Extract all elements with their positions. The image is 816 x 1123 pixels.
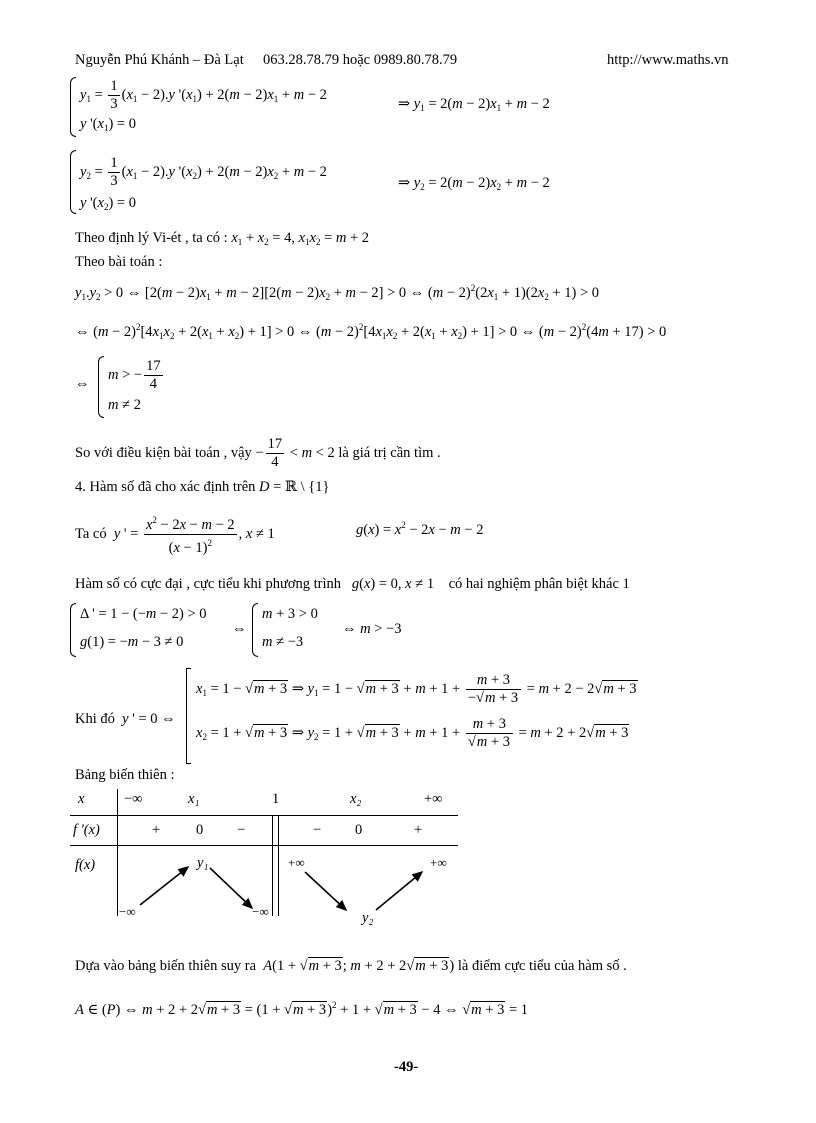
- equation: Δ ' = 1 − (−m − 2) > 0: [80, 606, 207, 622]
- table-f-value: y₂: [362, 910, 374, 926]
- header-url[interactable]: http://www.maths.vn: [607, 52, 729, 68]
- equation: $y_1$ = $\frac{1}{3}$ $(x_1 - 2).y$ '$(x_1) + 2(m - 2)x_1 + m - 2$: [80, 78, 327, 112]
- vieta-line: Theo định lý Vi-ét , ta có : $x_1 + x_2 = 4$, $x_1x_2 = m + 2$: [75, 230, 370, 247]
- arrow-up: [140, 867, 188, 905]
- page-number: -49-: [394, 1059, 419, 1075]
- header-author: Nguyễn Phú Khánh – Đà Lạt: [75, 52, 244, 68]
- table-x-label: x: [78, 791, 85, 807]
- equation: ⇔: [75, 376, 90, 392]
- khi-do-text: Khi đó: [75, 711, 115, 727]
- equation: g(1) = −m − 3 ≠ 0: [80, 634, 184, 650]
- table-fprime-label: f '(x): [73, 822, 100, 838]
- vieta-text: Theo định lý Vi-ét , ta có :: [75, 230, 228, 246]
- bang-bien-thien-label: Bảng biến thiên :: [75, 767, 175, 783]
- arrow-down: [210, 868, 252, 908]
- table-fprime-sign: 0: [355, 822, 363, 838]
- item4-text: 4. Hàm số đã cho xác định trên: [75, 479, 256, 495]
- theo-bai-toan: Theo bài toán :: [75, 254, 163, 270]
- equation: m > − $\frac{17}{4}$: [108, 358, 161, 392]
- equation: $x_1 = 1 - √m + 3$ ⇒ $y_1 = 1 - √m + 3 + m + 1$ + $\frac{m + 3}{-√m + 3}$ = m + 2 − 2√m + 3: [196, 672, 637, 706]
- table-f-value: +∞: [288, 855, 305, 870]
- header-phones: 063.28.78.79 hoặc 0989.80.78.79: [263, 52, 458, 68]
- table-f-value: +∞: [430, 855, 447, 870]
- dua-vao-text: Dựa vào bảng biến thiên suy ra: [75, 958, 257, 974]
- table-x-value: x₂: [350, 791, 362, 807]
- table-fprime-sign: +: [152, 822, 161, 838]
- equation: m ≠ 2: [108, 397, 141, 413]
- ta-co-text: Ta có: [75, 525, 107, 542]
- condition-line: Hàm số có cực đại , cực tiểu khi phương trình g(x) = 0, x ≠ 1 có hai nghiệm phân biệt khác 1: [75, 576, 630, 592]
- table-fprime-sign: −: [313, 822, 322, 838]
- equation: ⇔: [232, 621, 247, 637]
- table-x-value: +∞: [424, 791, 443, 807]
- derivative-line: Ta có y ' = $\frac{x^2 - 2x - m - 2}{(x - 1)^2}$ , x ≠ 1: [75, 512, 275, 557]
- table-fprime-sign: 0: [196, 822, 204, 838]
- item4-line: 4. Hàm số đã cho xác định trên D = ℝ \ {1}: [75, 479, 330, 495]
- table-f-label: f(x): [75, 857, 96, 873]
- equation: y '$(x_1) = 0$: [80, 116, 136, 133]
- arrow-up: [376, 872, 422, 910]
- equation: ⇒ $y_1 = 2(m - 2)x_1 + m - 2$: [398, 96, 550, 113]
- equation: y '$(x_2) = 0$: [80, 195, 136, 212]
- table-f-value: y₁: [197, 855, 209, 871]
- table-x-value: 1: [272, 791, 280, 807]
- equation: $x_2 = 1 + √m + 3$ ⇒ $y_2 = 1 + √m + 3 + m + 1$ + $\frac{m + 3}{√m + 3}$ = m + 2 + 2√m + 3: [196, 716, 629, 750]
- khi-do-line: Khi đó y ' = 0 ⇔: [75, 711, 176, 727]
- table-fprime-sign: −: [237, 822, 246, 838]
- table-x-value: −∞: [124, 791, 143, 807]
- equation: ⇔ m > −3: [342, 621, 402, 637]
- ham-so-co-text: Hàm số có cực đại , cực tiểu khi phương trình: [75, 576, 341, 592]
- equation: $y_1.y_2 > 0$ ⇔ $[2(m - 2)x_1 + m - 2][2(m - 2)x_2 + m - 2] > 0$ ⇔ $(m - 2)^2(2x_1 + 1)(2x_2 + 1) > 0$: [75, 283, 599, 302]
- equation: m + 3 > 0: [262, 606, 318, 622]
- hai-nghiem-text: có hai nghiệm phân biệt khác 1: [448, 576, 630, 592]
- table-x-value: x₁: [188, 791, 200, 807]
- dua-vao-line: Dựa vào bảng biến thiên suy ra A(1 + √m + 3; m + 2 + 2√m + 3) là điểm cực tiểu của hàm số .: [75, 958, 627, 974]
- equation: ⇔ $(m - 2)^2[4x_1x_2 + 2(x_1 + x_2) + 1] > 0$ ⇔ $(m - 2)^2[4x_1x_2 + 2(x_1 + x_2) + 1] > 0$ ⇔ $(m - 2)^2(4m + 17) > 0$: [75, 322, 667, 341]
- table-f-value: −∞: [119, 904, 136, 919]
- table-f-value: −∞: [252, 904, 269, 919]
- equation: ⇒ $y_2 = 2(m - 2)x_2 + m - 2$: [398, 175, 550, 192]
- equation: m ≠ −3: [262, 634, 304, 650]
- so-voi-text: So với điều kiện bài toán , vậy: [75, 444, 252, 461]
- equation: $y_2$ = $\frac{1}{3}$ $(x_1 - 2).y$ '$(x_2) + 2(m - 2)x_2 + m - 2$: [80, 155, 327, 189]
- conclusion-line: So với điều kiện bài toán , vậy − $\frac{17}{4}$ < m < 2 là giá trị cần tìm .: [75, 436, 441, 470]
- diem-cuc-tieu-text: là điểm cực tiểu của hàm số .: [457, 958, 627, 974]
- arrow-down: [305, 872, 346, 910]
- la-gia-tri-text: là giá trị cần tìm .: [338, 444, 441, 461]
- equation: $g(x) = x^2 - 2x - m - 2$: [356, 520, 484, 538]
- table-fprime-sign: +: [414, 822, 423, 838]
- equation: A ∈ (P) ⇔ $m + 2 + 2√m + 3 = (1 + √m + 3)^2 + 1 + √m + 3 - 4$ ⇔ √m + 3 = 1: [75, 1000, 529, 1018]
